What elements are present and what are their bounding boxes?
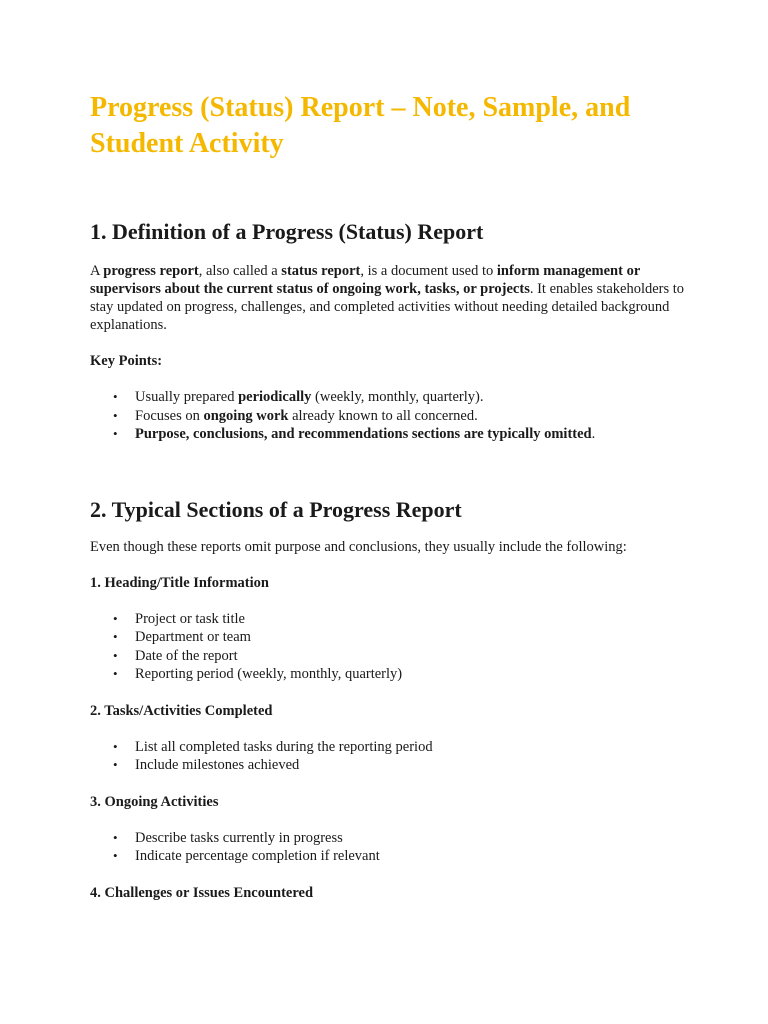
list-item: • Describe tasks currently in progress	[135, 829, 690, 848]
list-item: • Date of the report	[135, 647, 690, 666]
subsection-2-list	[90, 738, 690, 775]
list-item: • Indicate percentage completion if relevant	[135, 847, 690, 866]
list-item: • Project or task title	[135, 610, 690, 629]
subsection-4-heading: 4. Challenges or Issues Encountered	[90, 884, 314, 901]
document-page	[90, 90, 690, 902]
list-item: • List all completed tasks during the reporting period	[135, 738, 690, 757]
bullet-3-bold: Purpose, conclusions, and recommendations sections are typically omitted	[135, 426, 592, 442]
bullet-2-bold: ongoing work	[203, 407, 289, 424]
list-item: • Include milestones achieved	[135, 756, 690, 775]
list-item: • Department or team	[135, 628, 690, 647]
bullet-2-text-pre: Focuses on	[135, 407, 204, 424]
intro-text-4: . It enables stakeholders to stay updated on progress, challenges, and completed activities without needing detailed background explanations.	[90, 281, 685, 333]
section-2-lead: Even though these reports omit purpose and conclusions, they usually include the following:	[90, 538, 627, 555]
bullet-1-text-post: (weekly, monthly, quarterly).	[311, 389, 484, 405]
subsection-1-heading: 1. Heading/Title Information	[90, 574, 269, 591]
bullet-3-text-post: .	[591, 426, 596, 442]
subsection-2-heading: 2. Tasks/Activities Completed	[90, 702, 273, 719]
bullet-2-text-post: already known to all concerned.	[288, 407, 478, 424]
bullet-1-bold: periodically	[238, 389, 312, 405]
intro-text-1: A	[90, 263, 104, 279]
intro-text-3: , is a document used to	[360, 263, 497, 279]
intro-bold-status-report: status report	[281, 263, 361, 279]
section-1-heading: 1. Definition of a Progress (Status) Report	[90, 219, 484, 244]
subsection-3-list	[90, 829, 690, 866]
key-points-label: Key Points:	[90, 353, 163, 369]
subsection-1-list	[90, 610, 690, 684]
definition-paragraph	[90, 262, 690, 334]
list-item	[135, 407, 690, 426]
intro-bold-progress-report: progress report	[103, 263, 199, 279]
key-points-list	[90, 388, 690, 444]
document-title: Progress (Status) Report – Note, Sample, and Student Activity	[90, 92, 631, 159]
list-item	[135, 425, 690, 444]
intro-text-2: , also called a	[198, 263, 282, 279]
list-item	[135, 388, 690, 407]
bullet-1-text-pre: Usually prepared	[135, 389, 239, 405]
subsection-3-heading: 3. Ongoing Activities	[90, 793, 219, 810]
section-2-heading: 2. Typical Sections of a Progress Report	[90, 496, 462, 522]
intro-bold-purpose: inform management or supervisors about the current status of ongoing work, tasks, or projects	[90, 263, 641, 297]
list-item: • Reporting period (weekly, monthly, quarterly)	[135, 665, 690, 684]
